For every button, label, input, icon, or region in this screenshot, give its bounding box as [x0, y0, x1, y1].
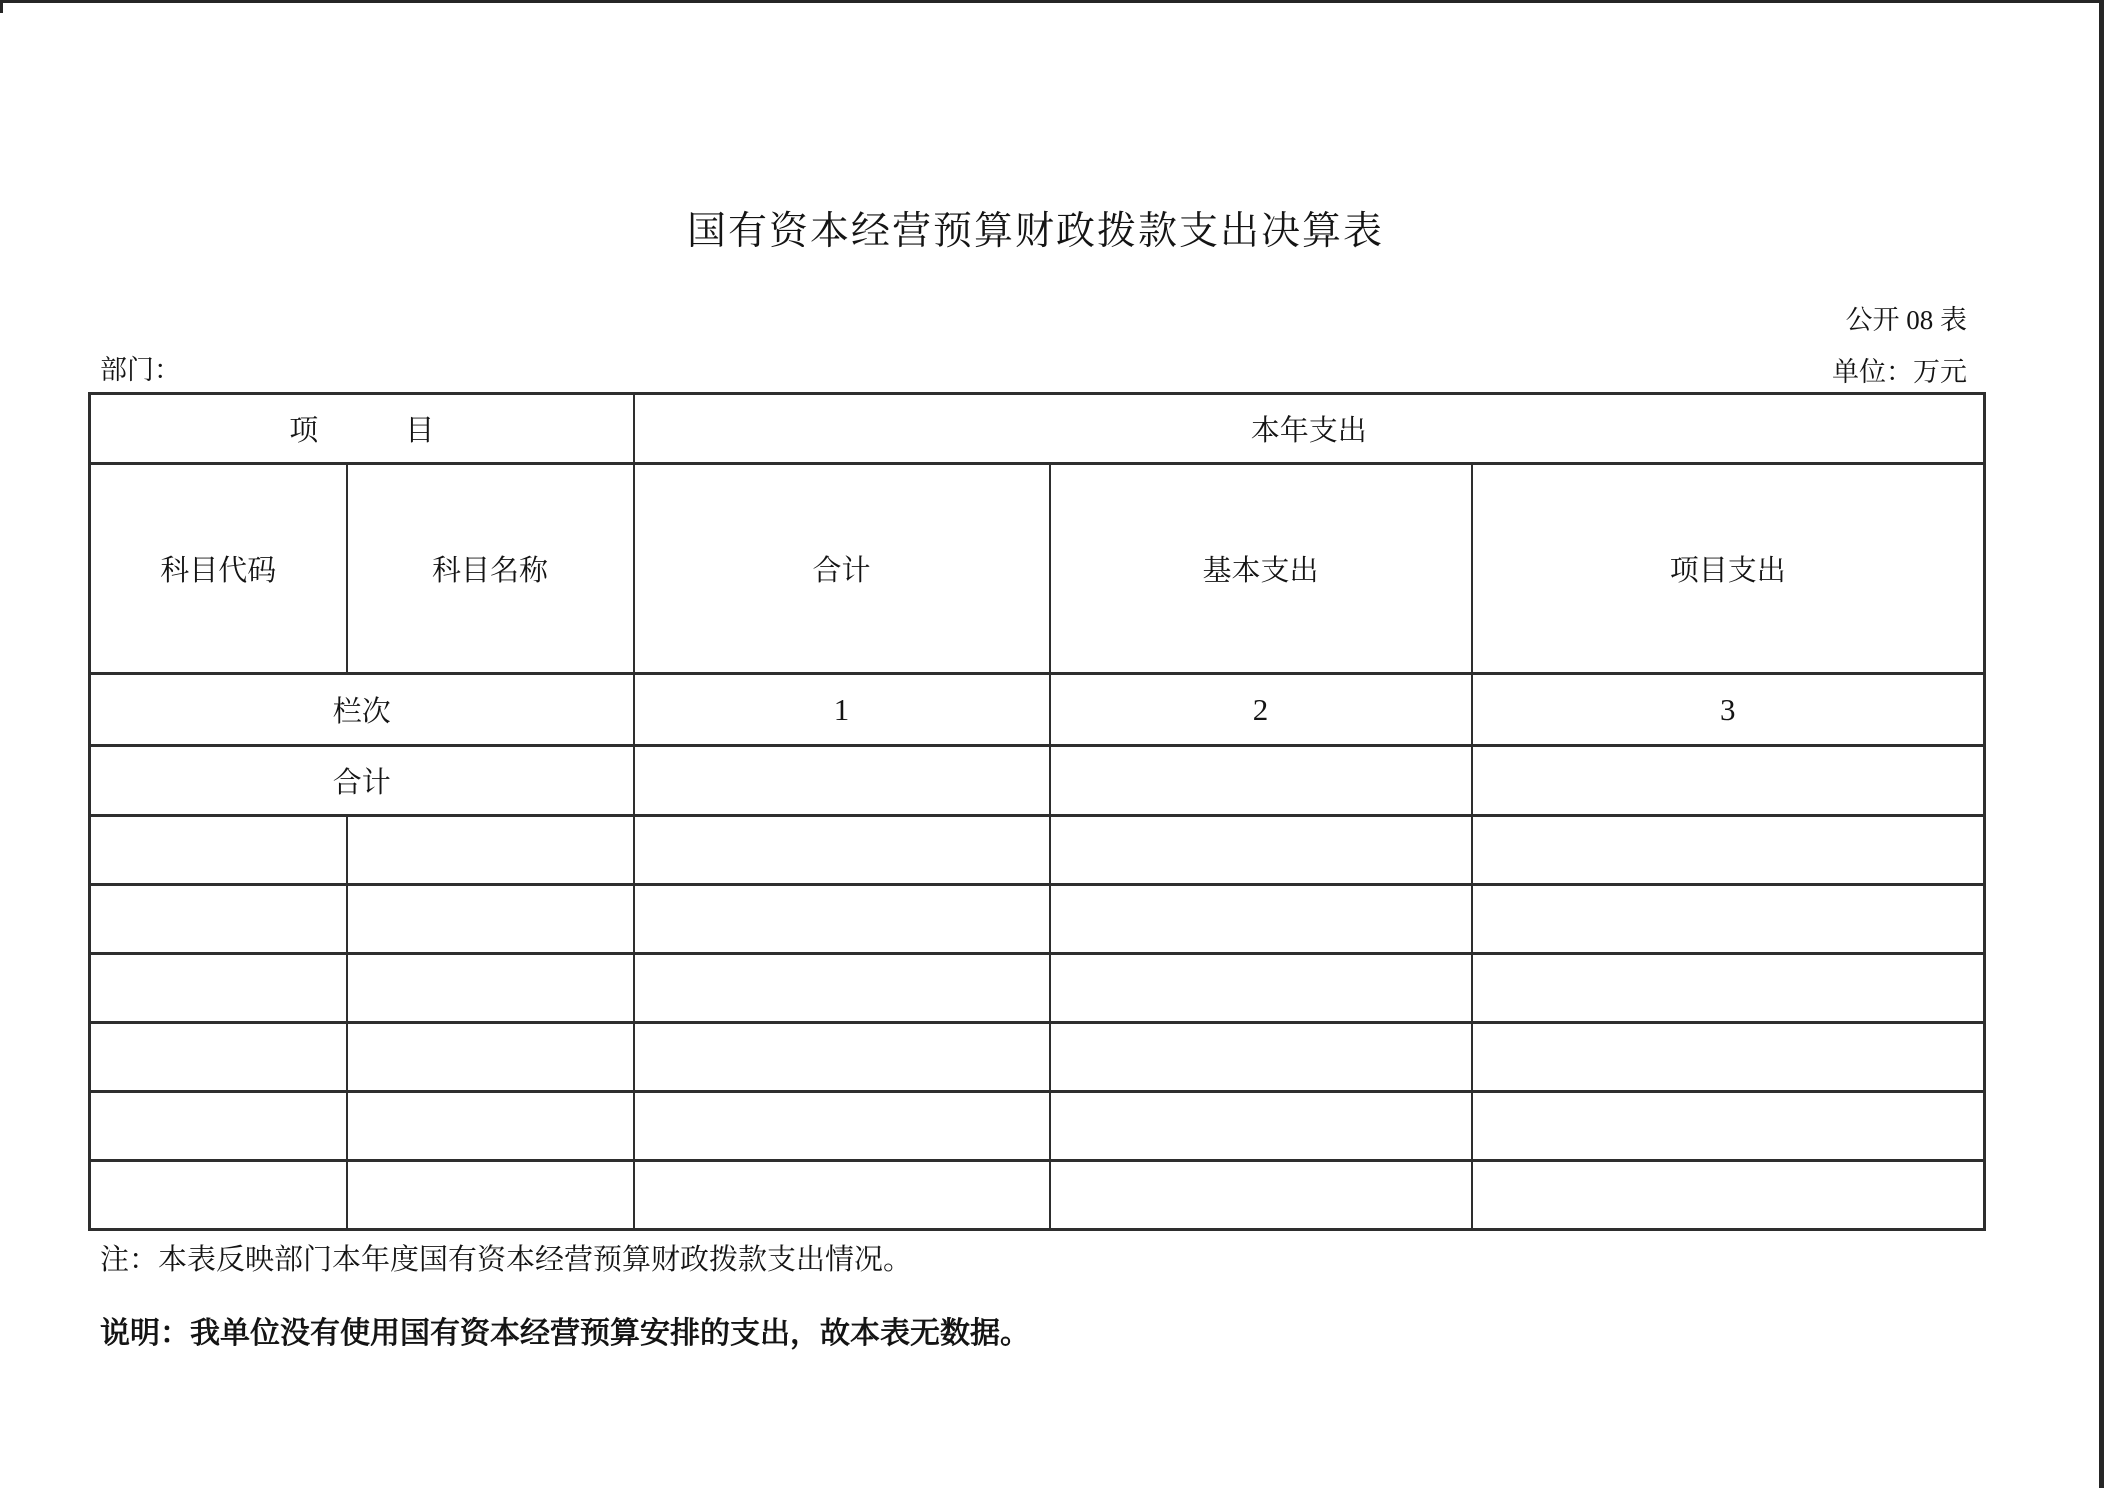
empty-cell: [90, 954, 347, 1023]
department-label: 部门：: [100, 355, 181, 385]
column-index-label: 栏次: [90, 674, 634, 746]
header-total: 合计: [634, 464, 1050, 674]
empty-cell: [90, 885, 347, 954]
header-basic-expenditure: 基本支出: [1050, 464, 1472, 674]
empty-cell: [1472, 1161, 1985, 1230]
total-row-sum-value: [634, 746, 1050, 816]
empty-cell: [1050, 816, 1472, 885]
empty-cell: [1050, 885, 1472, 954]
empty-cell: [90, 816, 347, 885]
header-year-expenditure-group: 本年支出: [634, 394, 1985, 464]
empty-data-row: [90, 1161, 1985, 1230]
page-title: 国有资本经营预算财政拨款支出决算表: [686, 210, 1384, 253]
empty-cell: [1050, 1092, 1472, 1161]
empty-cell: [634, 816, 1050, 885]
empty-cell: [90, 1023, 347, 1092]
empty-cell: [1472, 816, 1985, 885]
table-ref-label: 公开 08 表: [1845, 305, 1967, 335]
column-index-1: 1: [634, 674, 1050, 746]
column-index-3: 3: [1472, 674, 1985, 746]
page-edge-top-line: [0, 0, 2104, 3]
no-data-statement: 说明：我单位没有使用国有资本经营预算安排的支出，故本表无数据。: [100, 1317, 1030, 1350]
column-index-2: 2: [1050, 674, 1472, 746]
total-row: [90, 746, 1985, 816]
empty-cell: [1472, 1092, 1985, 1161]
empty-cell: [1050, 1161, 1472, 1230]
column-index-row: [90, 674, 1985, 746]
empty-data-row: [90, 885, 1985, 954]
header-group-row: [90, 394, 1985, 464]
empty-cell: [634, 1023, 1050, 1092]
header-columns-row: [90, 464, 1985, 674]
empty-cell: [347, 816, 634, 885]
empty-cell: [90, 1092, 347, 1161]
empty-cell: [1050, 954, 1472, 1023]
header-subject-name: 科目名称: [347, 464, 634, 674]
expenditure-table: [88, 392, 1986, 1231]
empty-cell: [1472, 885, 1985, 954]
header-subject-code: 科目代码: [90, 464, 347, 674]
page-corner-mark: [0, 0, 3, 13]
empty-cell: [634, 885, 1050, 954]
empty-cell: [1472, 1023, 1985, 1092]
page-edge-right-line: [2099, 0, 2104, 1488]
empty-cell: [347, 954, 634, 1023]
total-row-project-value: [1472, 746, 1985, 816]
empty-cell: [1472, 954, 1985, 1023]
empty-data-row: [90, 1092, 1985, 1161]
empty-cell: [347, 1161, 634, 1230]
empty-cell: [1050, 1023, 1472, 1092]
empty-cell: [347, 1092, 634, 1161]
total-row-label: 合计: [90, 746, 634, 816]
empty-cell: [347, 885, 634, 954]
total-row-basic-value: [1050, 746, 1472, 816]
empty-cell: [90, 1161, 347, 1230]
unit-label: 单位：万元: [1832, 357, 1967, 387]
empty-cell: [634, 1092, 1050, 1161]
empty-data-row: [90, 954, 1985, 1023]
table-note: 注：本表反映部门本年度国有资本经营预算财政拨款支出情况。: [100, 1244, 913, 1276]
header-item-group: 项 目: [90, 394, 634, 464]
empty-cell: [634, 954, 1050, 1023]
empty-data-row: [90, 816, 1985, 885]
empty-data-row: [90, 1023, 1985, 1092]
header-project-expenditure: 项目支出: [1472, 464, 1985, 674]
empty-cell: [347, 1023, 634, 1092]
empty-cell: [634, 1161, 1050, 1230]
